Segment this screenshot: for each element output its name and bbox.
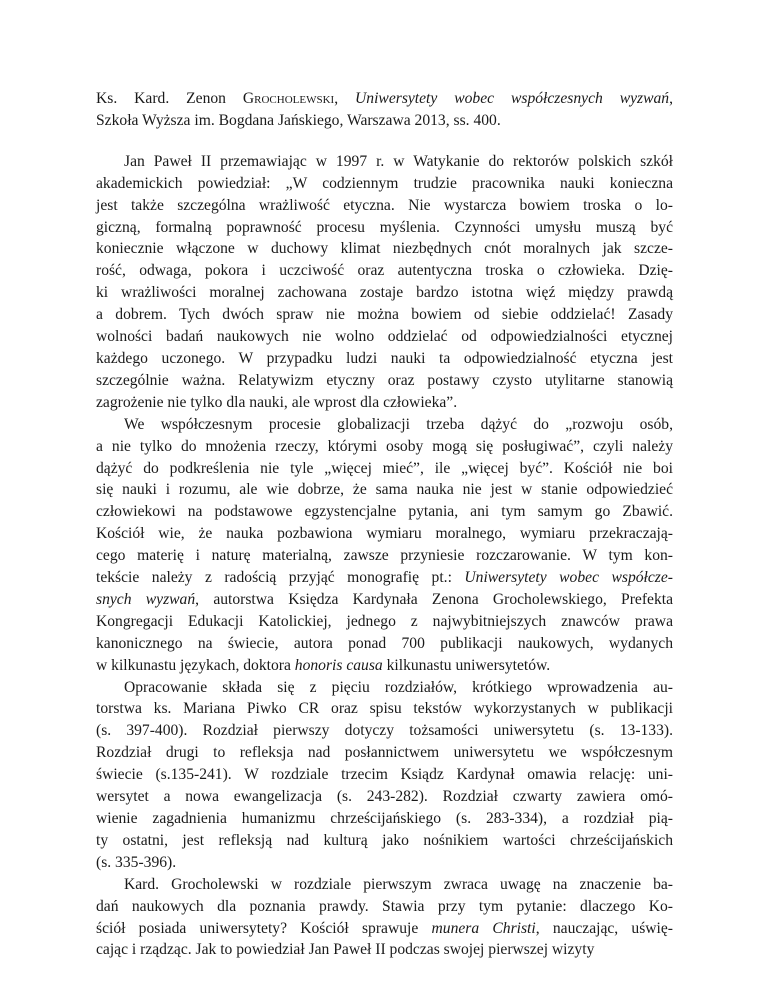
text-line (96, 677, 673, 699)
italic-text: Uniwersytety wobec współcze- (464, 569, 673, 587)
header-gap (96, 132, 673, 151)
text-segment: , (334, 90, 356, 107)
text-segment: w kilkunastu językach, doktora (96, 656, 295, 674)
text-line (96, 545, 673, 567)
text-segment: , nauczając, uświę- (535, 919, 673, 937)
text-line (96, 742, 673, 764)
italic-text: munera Christi (431, 919, 536, 937)
text-line (96, 501, 673, 523)
text-segment: świecie (s.135-241). W rozdziale trzecim Ksiądz Kardynał omawia relację: uni- (96, 766, 673, 784)
text-segment: ściół posiada uniwersytety? Kościół sprawuje (96, 919, 432, 937)
text-line (96, 217, 673, 239)
text-line (96, 589, 673, 611)
text-segment: cając i rządząc. Jak to powiedział Jan Paweł II podczas swojej pierwszej wizyty (96, 941, 595, 959)
text-line (96, 611, 673, 633)
text-line (96, 655, 673, 677)
italic-text: Uniwersytety wobec współczesnych wyzwań (355, 90, 670, 107)
text-line (96, 238, 673, 260)
text-segment: rość, odwaga, pokora i uczciwość oraz autentyczna troska o człowieka. Dzię- (96, 262, 673, 280)
text-line (96, 830, 673, 852)
paragraph (96, 414, 673, 677)
text-segment: wienie zagadnienia humanizmu chrześcijańskiego (s. 283-334), a rozdział pią- (96, 810, 673, 827)
text-line (96, 720, 673, 742)
text-segment: a dobrem. Tych dwóch spraw nie można bowiem od siebie oddzielać! Zasady (96, 306, 673, 324)
text-line (96, 282, 673, 304)
text-segment: torstwa ks. Mariana Piwko CR oraz spisu tekstów wykorzystanych w publikacji (96, 700, 673, 718)
text-segment: Ks. Kard. Zenon (96, 90, 243, 107)
text-line (96, 852, 673, 874)
text-segment: ki wrażliwości moralnej zachowana zostaje bardzo istotna więź między prawdą (96, 284, 673, 302)
text-segment: się nauki i rozumu, ale wie dobrze, że sama nauka nie jest w stanie odpowiedzieć (96, 481, 673, 499)
text-line (96, 348, 673, 370)
text-segment: kanonicznego na świecie, autora ponad 700 publikacji naukowych, wydanych (96, 634, 673, 652)
text-segment: zagrożenie nie tylko dla nauki, ale wprost dla człowieka”. (96, 393, 458, 411)
text-segment: Kard. Grocholewski w rozdziale pierwszym zwraca uwagę na znaczenie ba- (124, 875, 673, 893)
text-line (96, 458, 673, 480)
italic-text: snych wyzwań (96, 590, 196, 608)
text-line (96, 195, 673, 217)
text-line (96, 874, 673, 896)
text-segment: (s. 397-400). Rozdział pierwszy dotyczy tożsamości uniwersytetu (s. 13-133). (96, 722, 673, 740)
text-line (96, 567, 673, 589)
text-segment: wolności badań naukowych nie wolno oddzielać od odpowiedzialności etycznej (96, 328, 673, 346)
paragraph (96, 151, 673, 414)
text-segment: koniecznie włączone w duchowy klimat niezbędnych cnót moralnych jak szcze- (96, 240, 673, 258)
text-line (96, 392, 673, 414)
text-segment: Kościół wie, że nauka pozbawiona wymiaru moralnego, wymiaru przekraczają- (96, 525, 673, 543)
text-segment: dążyć do podkreślenia nie tyle „więcej mieć”, ile „więcej być”. Kościół nie boi (96, 459, 673, 477)
text-line (96, 173, 673, 195)
text-line (96, 479, 673, 501)
text-line (96, 110, 673, 132)
text-segment: dań naukowych dla poznania prawdy. Stawia przy tym pytanie: dlaczego Ko- (96, 897, 673, 915)
text-segment: jest także szczególna wrażliwość etyczna. Nie wystarcza bowiem troska o lo- (96, 196, 673, 214)
text-segment: ty ostatni, jest refleksją nad kulturą jako nośnikiem wartości chrześcijańskich (96, 831, 673, 849)
text-line (96, 88, 673, 110)
paragraph (96, 677, 673, 874)
paragraph (96, 874, 673, 962)
text-segment: tekście należy z radością przyjąć monografię pt.: (96, 569, 465, 587)
text-segment: (s. 335-396). (96, 853, 177, 871)
text-segment: każdego uczonego. W przypadku ludzi nauki ta odpowiedzialność etyczna jest (96, 349, 673, 367)
text-line (96, 918, 673, 940)
text-segment: wersytet a nowa ewangelizacja (s. 243-282). Rozdział czwarty zawiera omó- (96, 788, 673, 806)
text-line (96, 326, 673, 348)
text-line (96, 786, 673, 808)
text-segment: Kongregacji Edukacji Katolickiej, jednego z najwybitniejszych znawców prawa (96, 612, 673, 630)
text-segment: szczególnie ważna. Relatywizm etyczny oraz postawy czysto utylitarne stanowią (96, 371, 673, 389)
review-page (96, 88, 673, 961)
text-line (96, 808, 673, 830)
text-segment: Rozdział drugi to refleksja nad posłannictwem uniwersytetu we współczesnym (96, 744, 673, 762)
text-line (96, 896, 673, 918)
author-surname: Grocholewski (242, 90, 335, 107)
text-segment: giczną, formalną poprawność procesu myślenia. Czynności umysłu muszą być (96, 218, 673, 236)
text-segment: , autorstwa Księdza Kardynała Zenona Grocholewskiego, Prefekta (195, 590, 673, 608)
text-segment: a nie tylko do mnożenia rzeczy, którymi osoby mogą się posługiwać”, czyli należy (96, 437, 673, 455)
review-body (96, 151, 673, 962)
text-segment: We współczesnym procesie globalizacji trzeba dążyć do „rozwoju osób, (124, 415, 673, 433)
text-line (96, 370, 673, 392)
text-segment: , (669, 90, 673, 107)
text-line (96, 436, 673, 458)
italic-text: honoris causa (294, 656, 383, 674)
text-segment: Szkoła Wyższa im. Bogdana Jańskiego, Warszawa 2013, ss. 400. (96, 111, 501, 129)
text-line (96, 260, 673, 282)
text-line (96, 939, 673, 961)
text-line (96, 151, 673, 173)
review-header (96, 88, 673, 132)
text-segment: Opracowanie składa się z pięciu rozdziałów, krótkiego wprowadzenia au- (124, 678, 673, 696)
text-segment: akademickich powiedział: „W codziennym trudzie pracownika nauki konieczna (96, 174, 673, 192)
text-segment: Jan Paweł II przemawiając w 1997 r. w Watykanie do rektorów polskich szkół (124, 152, 673, 170)
text-segment: człowiekowi na podstawowe egzystencjalne pytania, ani tym samym go Zbawić. (96, 503, 673, 521)
text-segment: kilkunastu uniwersytetów. (382, 656, 551, 674)
text-line (96, 523, 673, 545)
text-line (96, 633, 673, 655)
text-line (96, 698, 673, 720)
text-segment: cego materię i naturę materialną, zawsze przyniesie rozczarowanie. W tym kon- (96, 547, 673, 565)
text-line (96, 414, 673, 436)
text-line (96, 764, 673, 786)
text-line (96, 304, 673, 326)
